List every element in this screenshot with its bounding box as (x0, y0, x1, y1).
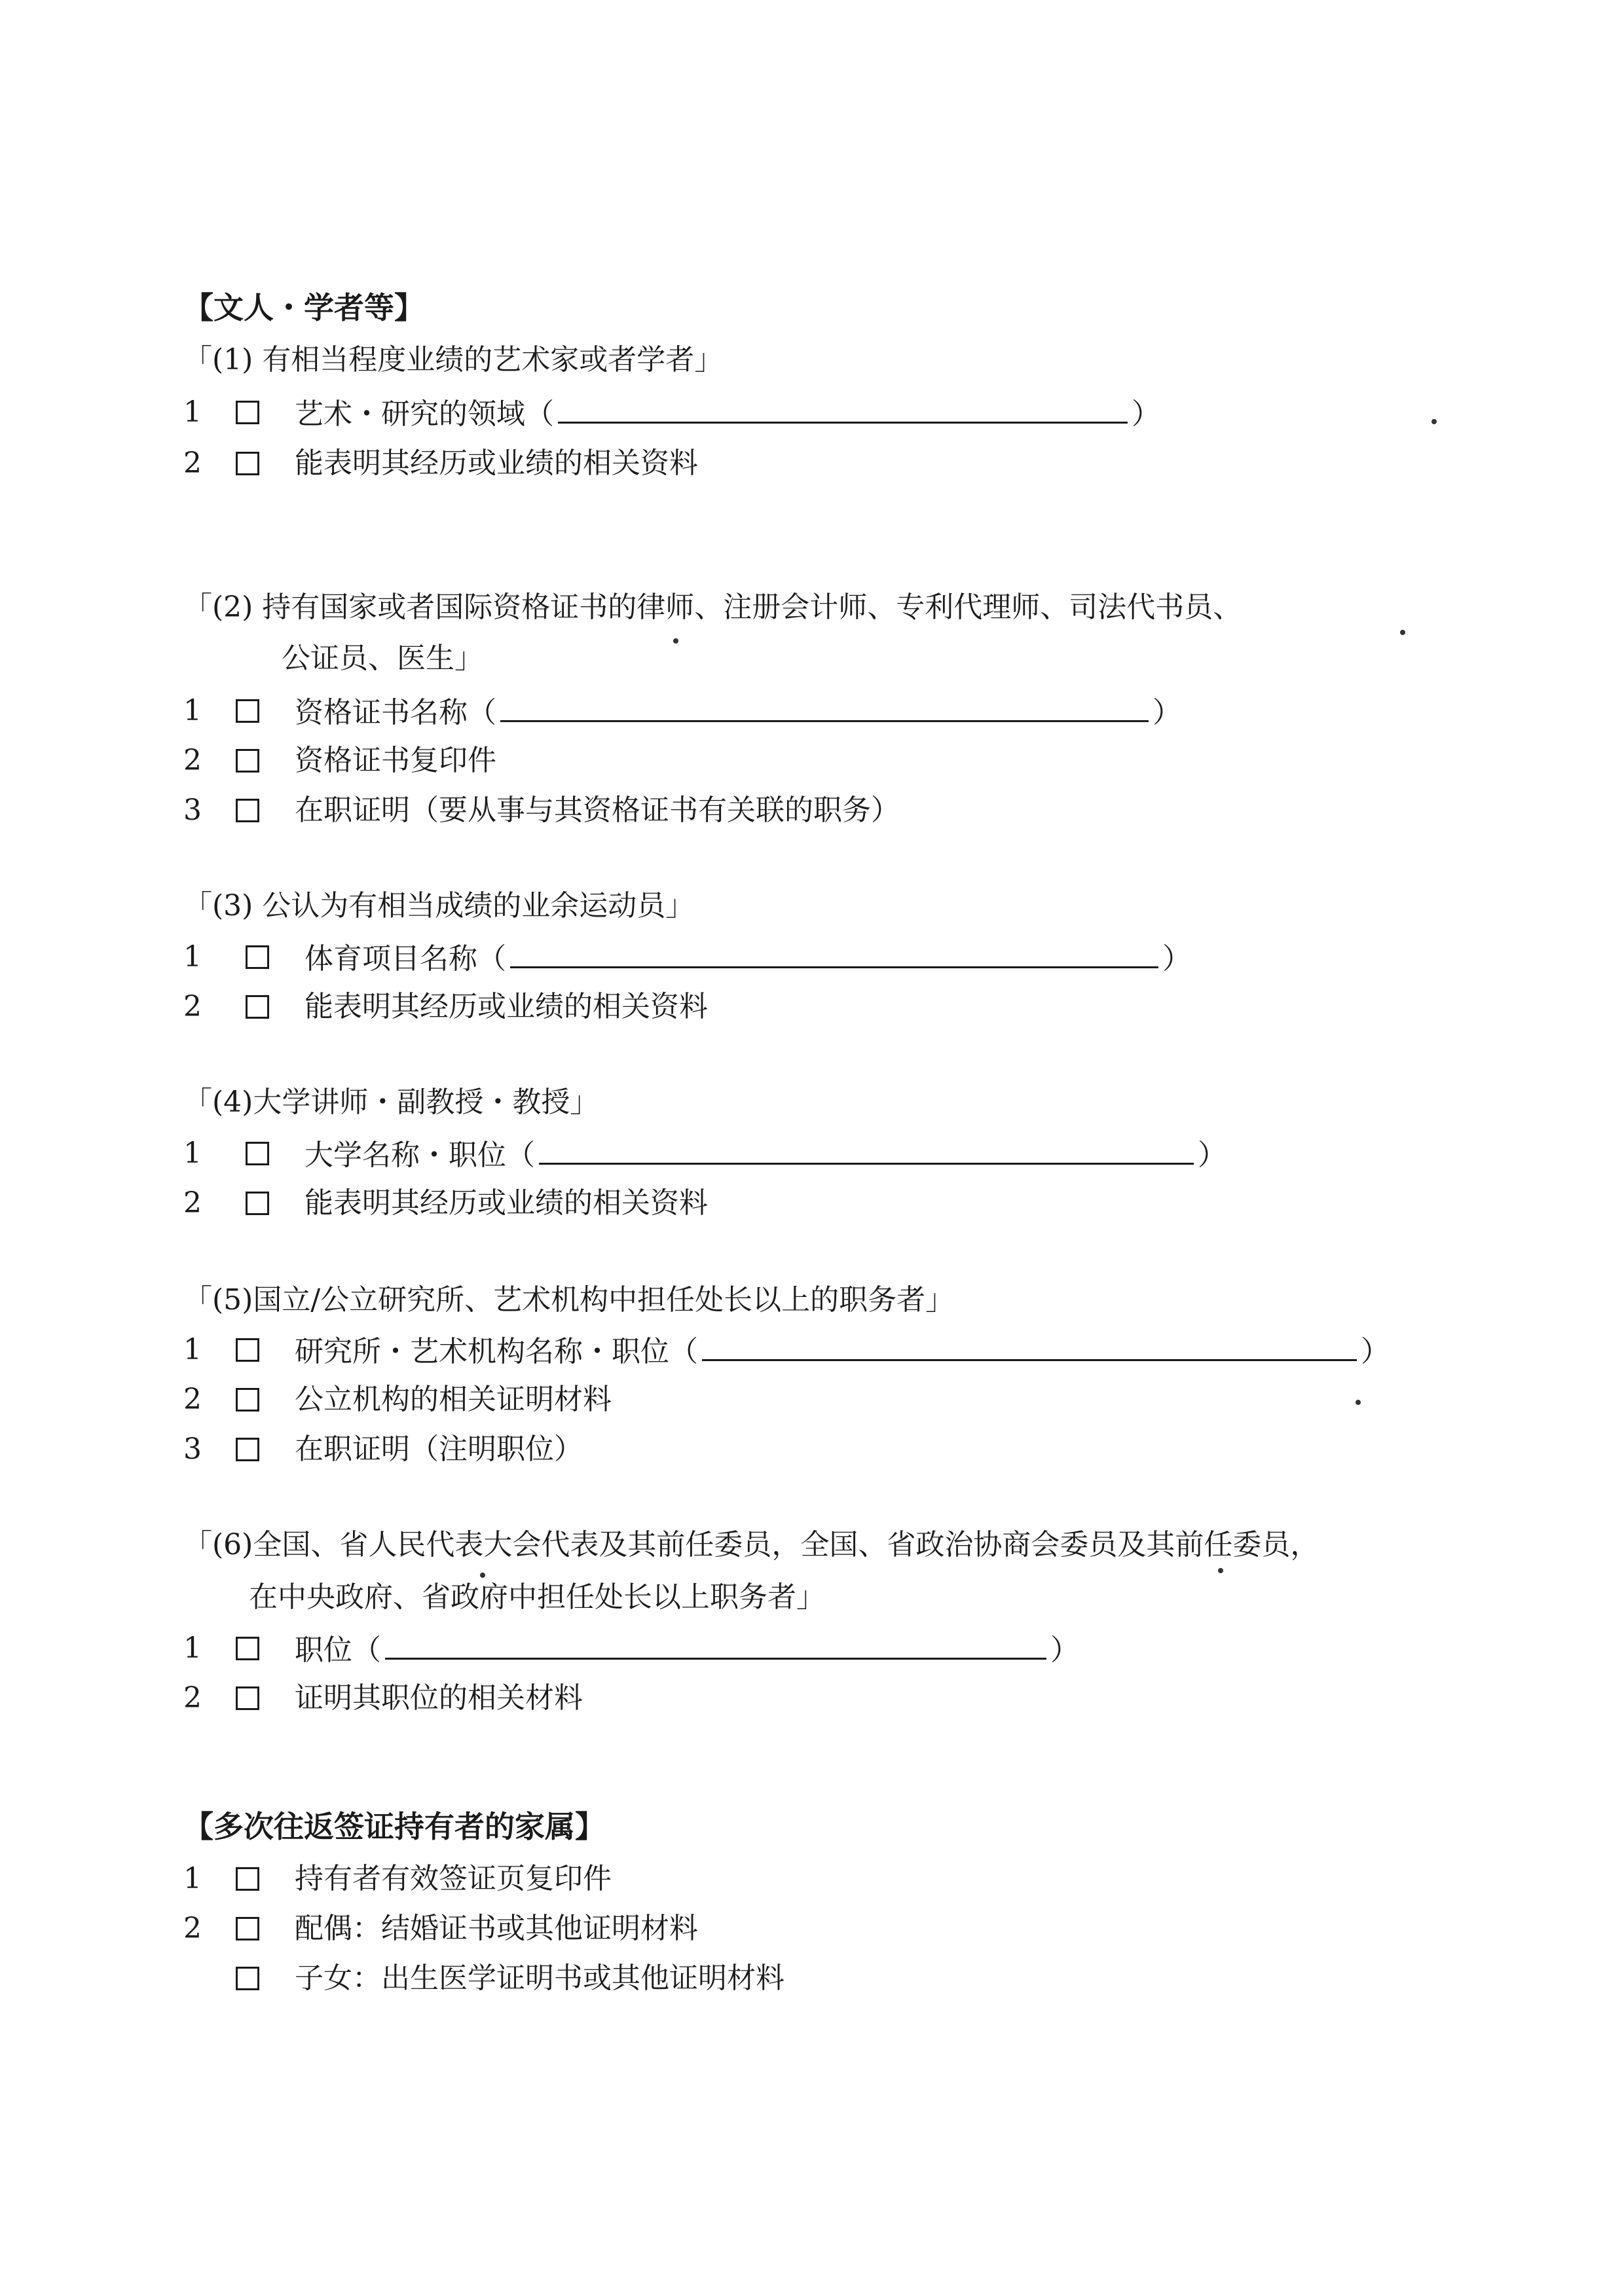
item-number: 3 (183, 793, 202, 827)
scan-speck (1356, 1400, 1361, 1405)
category-2-title-line2: 公证员、医生」 (282, 642, 483, 675)
category-6-title-line2: 在中央政府、省政府中担任处长以上职务者」 (249, 1580, 825, 1614)
item-number: 2 (183, 744, 202, 777)
fill-in-field[interactable] (558, 393, 1128, 424)
checkbox[interactable] (236, 799, 259, 822)
item-number: 1 (183, 1631, 202, 1665)
item-label: 艺术・研究的领域（ (295, 397, 554, 431)
item-label: 子女：出生医学证明书或其他证明材料 (295, 1961, 784, 1995)
item-close: ） (1132, 397, 1160, 431)
checkbox[interactable] (236, 1338, 259, 1362)
item-label: 在职证明（注明职位） (295, 1432, 583, 1466)
item-close: ） (1162, 942, 1191, 975)
category-1-title: 「(1) 有相当程度业绩的艺术家或者学者」 (183, 343, 724, 376)
category-2-title-line1: 「(2) 持有国家或者国际资格证书的律师、注册会计师、专利代理师、司法代书员、 (183, 591, 1242, 624)
fill-in-field[interactable] (500, 691, 1149, 722)
item-label: 能表明其经历或业绩的相关资料 (304, 1186, 708, 1220)
checkbox[interactable] (246, 1142, 269, 1165)
section-heading-scholars: 【文人・学者等】 (183, 290, 424, 325)
scan-speck (673, 638, 678, 644)
item-label: 持有者有效签证页复印件 (295, 1862, 612, 1895)
item-number: 1 (183, 1333, 202, 1366)
fill-in-field[interactable] (702, 1330, 1357, 1361)
item-label: 研究所・艺术机构名称・职位（ (295, 1335, 698, 1368)
item-label: 体育项目名称（ (304, 942, 506, 975)
item-number: 1 (183, 940, 202, 974)
checkbox[interactable] (236, 1388, 259, 1412)
scan-speck (480, 1573, 485, 1578)
item-label: 资格证书复印件 (295, 744, 496, 777)
checkbox[interactable] (246, 995, 269, 1019)
item-number: 1 (183, 1862, 202, 1895)
checkbox[interactable] (246, 945, 269, 969)
checkbox[interactable] (236, 1438, 259, 1461)
category-3-title: 「(3) 公认为有相当成绩的业余运动员」 (183, 889, 695, 922)
checkbox[interactable] (236, 1867, 259, 1891)
scan-speck (1400, 630, 1405, 635)
checkbox[interactable] (246, 1192, 269, 1215)
item-close: ） (1361, 1335, 1390, 1368)
item-number: 2 (183, 990, 202, 1023)
item-label: 资格证书名称（ (295, 696, 496, 729)
scan-speck (1431, 419, 1437, 424)
item-number: 3 (183, 1432, 202, 1466)
fill-in-field[interactable] (385, 1629, 1046, 1660)
item-label: 证明其职位的相关材料 (295, 1681, 583, 1715)
item-label: 能表明其经历或业绩的相关资料 (295, 446, 698, 480)
item-close: ） (1153, 696, 1181, 729)
category-4-title: 「(4)大学讲师・副教授・教授」 (183, 1085, 599, 1119)
item-number: 2 (183, 1383, 202, 1416)
section-heading-family: 【多次往返签证持有者的家属】 (183, 1809, 605, 1844)
item-number: 1 (183, 694, 202, 727)
item-close: ） (1050, 1633, 1079, 1667)
item-number: 2 (183, 446, 202, 480)
category-5-title: 「(5)国立/公立研究所、艺术机构中担任处长以上的职务者」 (183, 1283, 955, 1317)
checkbox[interactable] (236, 1967, 259, 1990)
checkbox[interactable] (236, 699, 259, 723)
item-label: 配偶：结婚证书或其他证明材料 (295, 1912, 698, 1945)
item-label: 职位（ (295, 1633, 381, 1667)
checkbox[interactable] (236, 1637, 259, 1660)
item-number: 1 (183, 1137, 202, 1170)
item-number: 2 (183, 1912, 202, 1945)
item-close: ） (1198, 1139, 1227, 1172)
item-label: 在职证明（要从事与其资格证书有关联的职务） (295, 793, 900, 827)
fill-in-field[interactable] (510, 938, 1158, 968)
item-number: 1 (183, 395, 202, 429)
checkbox[interactable] (236, 401, 259, 424)
fill-in-field[interactable] (539, 1134, 1194, 1165)
item-number: 2 (183, 1186, 202, 1220)
checkbox[interactable] (236, 1686, 259, 1710)
item-label: 能表明其经历或业绩的相关资料 (304, 990, 708, 1023)
checkbox[interactable] (236, 1917, 259, 1941)
category-6-title-line1: 「(6)全国、省人民代表大会代表及其前任委员，全国、省政治协商会委员及其前任委员， (183, 1528, 1320, 1561)
item-label: 公立机构的相关证明材料 (295, 1383, 612, 1416)
checkbox[interactable] (236, 749, 259, 773)
item-label: 大学名称・职位（ (304, 1139, 535, 1172)
scan-speck (1218, 1568, 1223, 1573)
checkbox[interactable] (236, 452, 259, 475)
item-number: 2 (183, 1681, 202, 1715)
